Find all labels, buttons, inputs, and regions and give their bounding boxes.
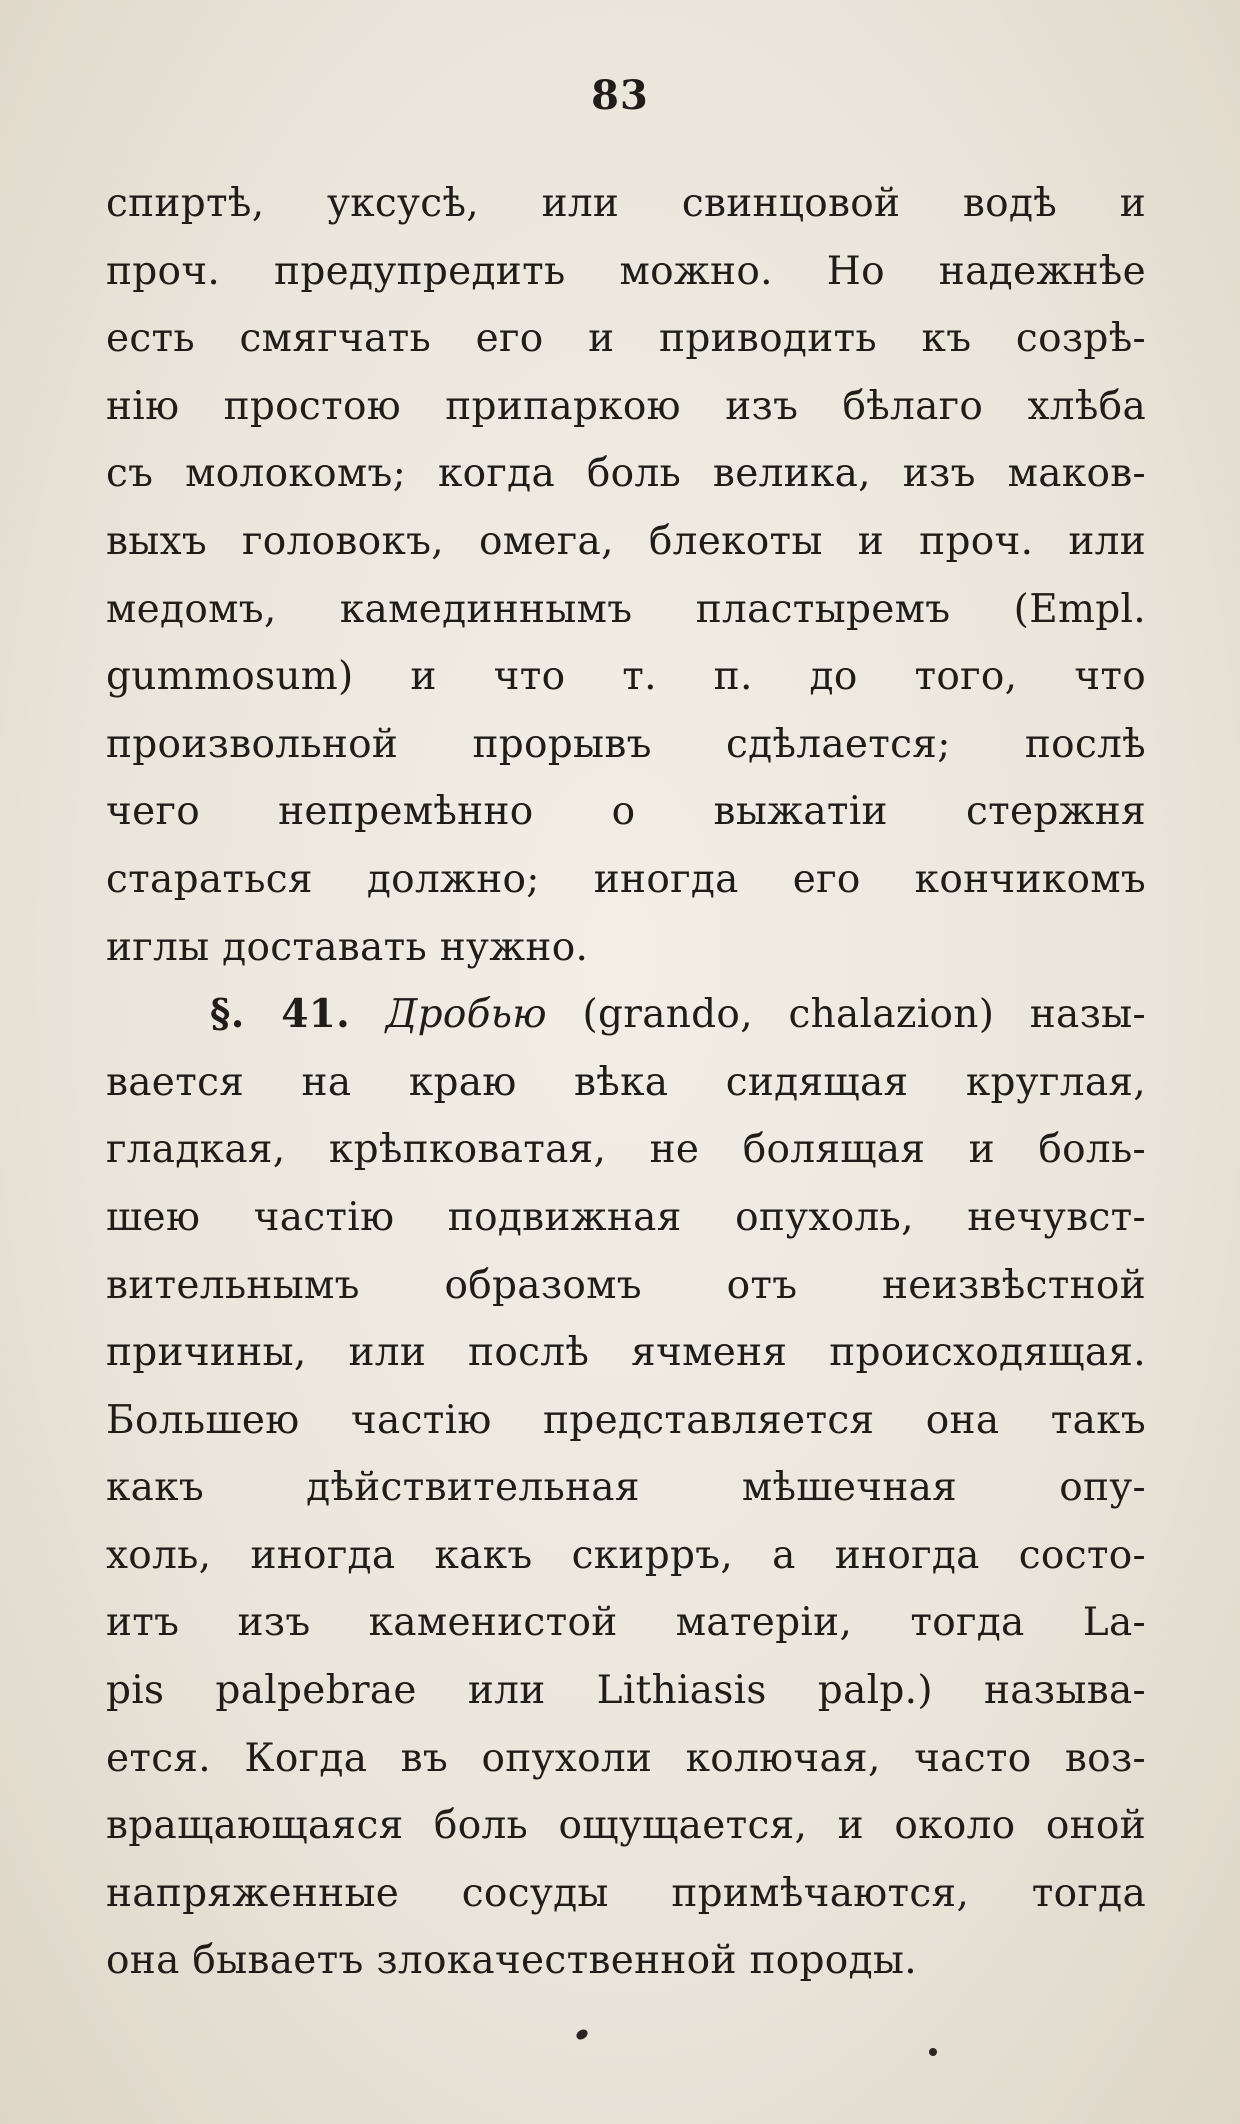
body-text [106, 170, 1146, 1995]
paragraph-end-line: она бываетъ злокачественной породы. [106, 1938, 917, 1984]
page-number: 83 [591, 72, 649, 119]
text-line: вается на краю вѣка сидящая круглая, [106, 1059, 1146, 1105]
text-line: вительнымъ образомъ отъ неизвѣстной [106, 1262, 1146, 1308]
text-line: gummosum) и что т. п. до того, что [106, 654, 1146, 700]
text-line: съ молокомъ; когда боль велика, изъ маков- [106, 451, 1146, 497]
text-line: напряженные сосуды примѣчаются, тогда [106, 1870, 1146, 1916]
text-line: чего непремѣнно о выжатіи стержня [106, 789, 1146, 835]
section-term: Дробью [385, 992, 547, 1038]
text-line: причины, или послѣ ячменя происходящая. [106, 1330, 1146, 1376]
text-line: pis palpebrae или Lithiasis palp.) называ- [106, 1668, 1146, 1714]
text-line: холь, иногда какъ скирръ, а иногда состо- [106, 1532, 1146, 1578]
paragraph-end-line: иглы доставать нужно. [106, 924, 589, 970]
section-number: §. 41. [210, 991, 351, 1038]
text-line: гладкая, крѣпковатая, не болящая и боль- [106, 1127, 1146, 1173]
ink-speck [929, 2048, 937, 2056]
section-line-text: (grando, chalazion) назы- [582, 992, 1146, 1038]
text-line: шею частію подвижная опухоль, нечувст- [106, 1194, 1146, 1240]
text-line: есть смягчать его и приводить къ созрѣ- [106, 316, 1146, 362]
section-heading-line [106, 981, 1146, 1049]
text-line: стараться должно; иногда его кончикомъ [106, 856, 1146, 902]
text-line: вращающаяся боль ощущается, и около оной [106, 1803, 1146, 1849]
text-line: итъ изъ каменистой матеріи, тогда La- [106, 1600, 1146, 1646]
text-line: спиртѣ, уксусѣ, или свинцовой водѣ и [106, 181, 1146, 226]
text-line: какъ дѣйствительная мѣшечная опу- [106, 1465, 1146, 1511]
text-line: проч. предупредить можно. Но надежнѣе [106, 248, 1146, 294]
text-line: ется. Когда въ опухоли колючая, часто воз- [106, 1735, 1146, 1781]
text-line: выхъ головокъ, омега, блекоты и проч. или [106, 518, 1146, 564]
text-line: нію простою припаркою изъ бѣлаго хлѣба [106, 383, 1146, 429]
ink-speck [575, 2027, 590, 2041]
text-line: произвольной прорывъ сдѣлается; послѣ [106, 721, 1146, 767]
text-line: медомъ, камединнымъ пластыремъ (Empl. [106, 586, 1146, 632]
text-line: Большею частію представляется она такъ [106, 1397, 1146, 1443]
